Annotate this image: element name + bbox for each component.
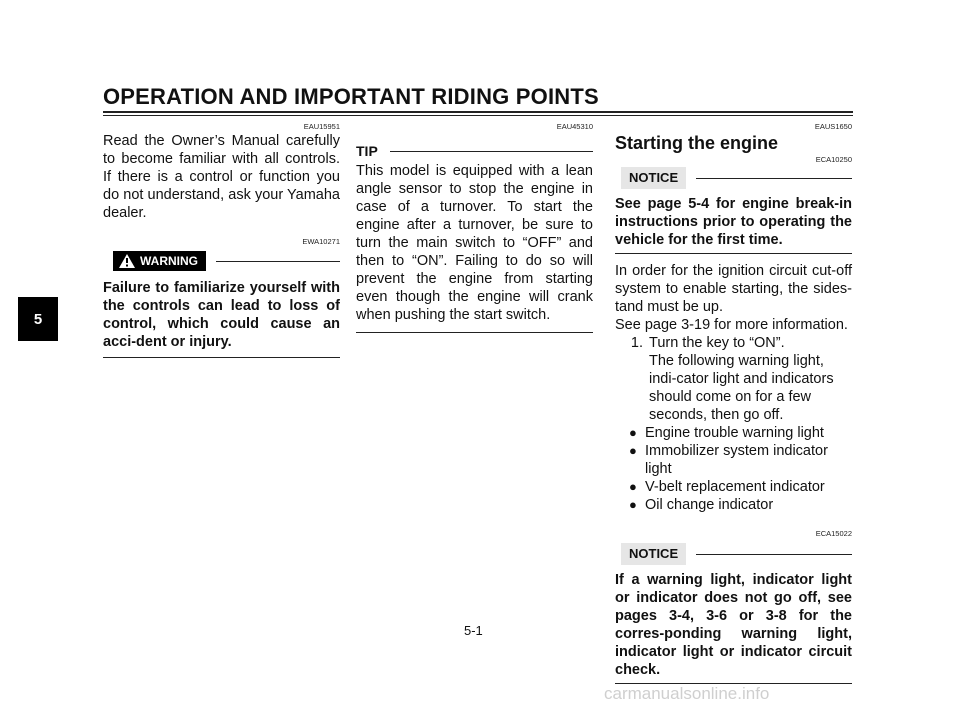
step-detail: The following warning light, indi-cator light and indicators should come on for a few seconds, then go off. xyxy=(649,353,834,423)
header-rule xyxy=(103,111,853,113)
list-item-text: Engine trouble warning light xyxy=(645,425,824,441)
tip-text: This model is equipped with a lean angle sensor to stop the engine in case of a turnover. To start the engine after a turnover, be sure to turn the main switch to “OFF” and then to “ON”. Failing to do so will prevent the engine from starting even though the engine will crank when pushing the start switch. xyxy=(356,163,593,323)
notice-badge: NOTICE xyxy=(621,167,686,189)
body-paragraph: See page 3-19 for more information. xyxy=(615,317,848,333)
ref-code: EAU45310 xyxy=(556,122,593,131)
notice-badge: NOTICE xyxy=(621,543,686,565)
notice-end-rule xyxy=(615,253,852,254)
notice-text: If a warning light, indicator light or indicator does not go off, see pages 3-4, 3-6 or 3-8 for the corres-ponding warning light, indicator light or indicator circuit check. xyxy=(615,572,852,678)
watermark: carmanualsonline.info xyxy=(604,684,770,703)
warning-header xyxy=(103,251,340,271)
list-item-text: Immobilizer system indicator light xyxy=(645,443,828,477)
column-middle xyxy=(356,121,593,333)
ref-code: ECA15022 xyxy=(815,529,852,538)
warning-label: WARNING xyxy=(140,254,198,268)
ref-code: EWA10271 xyxy=(302,237,340,246)
bullet-icon: ● xyxy=(629,443,637,458)
warning-rule xyxy=(216,261,340,262)
chapter-tab: 5 xyxy=(18,297,58,341)
step-text: Turn the key to “ON”. xyxy=(649,335,785,351)
list-item-text: Oil change indicator xyxy=(645,497,774,513)
intro-paragraph: Read the Owner’s Manual carefully to become familiar with all controls. If there is a control or function you do not understand, ask your Yamaha dealer. xyxy=(103,133,340,221)
notice-text: See page 5-4 for engine break-in instructions prior to operating the vehicle for the first time. xyxy=(615,196,852,248)
list-item-text: V-belt replacement indicator xyxy=(645,479,825,495)
ref-code: ECA10250 xyxy=(815,155,852,164)
list-item xyxy=(615,496,852,514)
tip-label: TIP xyxy=(356,143,378,159)
body-paragraph: In order for the ignition circuit cut-off system to enable starting, the sides-tand must be up. xyxy=(615,263,852,315)
header-rule-thin xyxy=(103,115,853,116)
page-title: OPERATION AND IMPORTANT RIDING POINTS xyxy=(103,84,599,109)
list-item xyxy=(615,442,852,478)
bullet-icon: ● xyxy=(629,497,637,512)
warning-badge xyxy=(113,251,206,271)
bullet-icon: ● xyxy=(629,425,637,440)
warning-end-rule xyxy=(103,357,340,358)
numbered-step xyxy=(615,334,852,352)
column-right xyxy=(615,121,852,684)
list-item xyxy=(615,424,852,442)
bullet-icon: ● xyxy=(629,479,637,494)
list-item xyxy=(615,478,852,496)
page-number: 5-1 xyxy=(464,623,483,638)
column-left xyxy=(103,121,340,358)
section-heading: Starting the engine xyxy=(615,133,779,153)
warning-triangle-icon xyxy=(119,254,135,268)
notice-header xyxy=(615,167,852,189)
tip-rule xyxy=(390,151,593,152)
ref-code: EAUS1650 xyxy=(814,122,852,131)
notice-rule xyxy=(696,178,852,179)
tip-header xyxy=(356,142,593,160)
notice-rule xyxy=(696,554,852,555)
notice-header xyxy=(615,543,852,565)
step-number: 1. xyxy=(630,335,643,351)
warning-text: Failure to familiarize yourself with the controls can lead to loss of control, which could cause an acci-dent or injury. xyxy=(103,280,340,350)
ref-code: EAU15951 xyxy=(303,122,340,131)
tip-end-rule xyxy=(356,332,593,333)
